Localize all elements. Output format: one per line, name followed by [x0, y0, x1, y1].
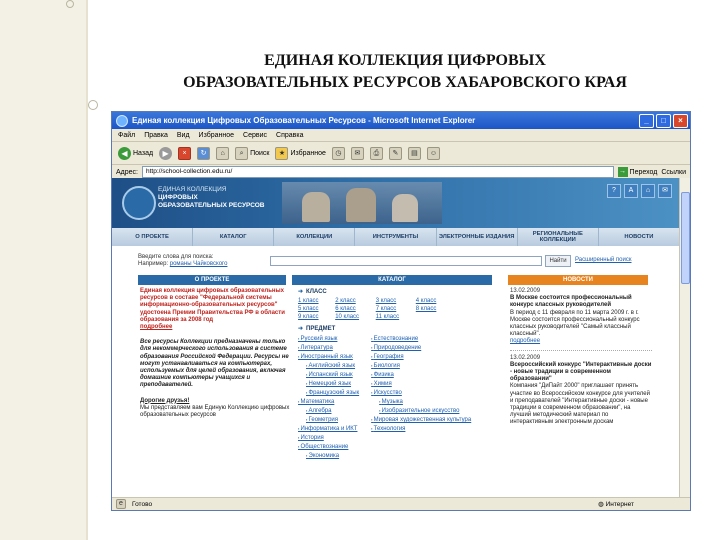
search-example-label: Например: [138, 261, 169, 267]
news-date: 13.02.2009 [510, 288, 541, 294]
subject-heading: ➜ ПРЕДМЕТ [298, 325, 336, 332]
sitemap-icon[interactable]: ⌂ [641, 184, 655, 198]
links-label[interactable]: Ссылки [661, 168, 686, 176]
search-label: Поиск [250, 149, 270, 157]
slide-top-dot [66, 0, 74, 8]
logo-line-1: ЕДИНАЯ КОЛЛЕКЦИЯ [158, 186, 227, 193]
subject-link[interactable]: ▪ Английский язык [298, 362, 359, 370]
address-input[interactable]: http://school-collection.edu.ru/ [142, 166, 614, 178]
subject-link[interactable]: ▪ Иностранный язык [298, 353, 359, 361]
class-link[interactable]: 10 класс [335, 314, 360, 320]
favorites-label: Избранное [290, 149, 326, 157]
class-link[interactable]: 8 класс [415, 306, 437, 312]
greeting-title: Дорогие друзья! [140, 397, 190, 404]
subject-link[interactable]: ▪ Естествознание [371, 335, 471, 343]
subject-link[interactable]: ▪ Немецкий язык [298, 380, 359, 388]
menu-edit[interactable]: Правка [144, 131, 168, 139]
subject-column-right [371, 335, 471, 460]
nav-about[interactable]: О ПРОЕКТЕ [112, 228, 193, 246]
favorites-button[interactable] [275, 147, 325, 160]
slide-side-band [0, 0, 88, 540]
arrow-right-icon: ➜ [298, 326, 304, 332]
home-icon[interactable]: ⌂ [216, 147, 229, 160]
subject-link[interactable]: ▪ Технология [371, 425, 471, 433]
search-hint-text: Введите слова для поиска: [138, 254, 214, 260]
advanced-search-link[interactable]: Расширенный поиск [575, 257, 632, 263]
go-button[interactable] [618, 167, 658, 177]
menu-file[interactable]: Файл [118, 131, 136, 139]
menu-favorites[interactable]: Избранное [198, 131, 235, 139]
subject-link[interactable]: ▪ Биология [371, 362, 471, 370]
class-link[interactable]: 9 класс [298, 314, 319, 320]
vertical-scrollbar[interactable] [679, 178, 690, 497]
menu-help[interactable]: Справка [276, 131, 304, 139]
subject-column-left [298, 335, 359, 460]
toolbar [112, 142, 690, 165]
subject-link[interactable]: ▪ Природоведение [371, 344, 471, 352]
nav-catalog[interactable]: КАТАЛОГ [193, 228, 274, 246]
nav-collections[interactable]: КОЛЛЕКЦИИ [274, 228, 355, 246]
subject-link[interactable]: ▪ География [371, 353, 471, 361]
print-icon[interactable]: ⎙ [370, 147, 383, 160]
history-icon[interactable]: ◷ [332, 147, 345, 160]
news-more-link[interactable]: подробнее [510, 338, 541, 345]
subject-link[interactable]: ▪ Изобразительное искусство [371, 407, 471, 415]
header-icons [607, 184, 672, 198]
contact-icon[interactable]: ✉ [658, 184, 672, 198]
news-text: В период с 11 февраля по 11 марта 2009 г. в г. Москве состоится профессиональный конкурс классных руководителей "Самый классный классный". [510, 309, 640, 338]
news-date: 13.02.2009 [510, 354, 541, 361]
site-header [112, 178, 680, 228]
news-title[interactable]: Всероссийский конкурс "Интерактивные доски - новые традиции в современном образовании" [510, 361, 652, 383]
star-icon: ★ [275, 147, 288, 160]
class-link[interactable]: 11 класс [375, 314, 400, 320]
class-link[interactable]: 4 класс [415, 298, 437, 304]
messenger-icon[interactable]: ☺ [427, 147, 440, 160]
header-photo [282, 182, 442, 224]
news-item [510, 355, 652, 427]
status-bar [112, 497, 691, 510]
search-hint [138, 254, 227, 268]
window-title: Единая коллекция Цифровых Образовательных Ресурсов - Microsoft Internet Explorer [132, 116, 476, 125]
slide-title-line-2: ОБРАЗОВАТЕЛЬНЫХ РЕСУРСОВ ХАБАРОВСКОГО КРАЯ [183, 74, 627, 91]
subject-link[interactable]: ▪ Геометрия [298, 416, 359, 424]
back-label: Назад [133, 149, 154, 157]
class-link[interactable]: 5 класс [298, 306, 319, 312]
subject-link[interactable]: ▪ Испанский язык [298, 371, 359, 379]
logo-line-3: ОБРАЗОВАТЕЛЬНЫХ РЕСУРСОВ [158, 202, 265, 209]
browser-window [111, 111, 691, 511]
nav-e-publications[interactable]: ЭЛЕКТРОННЫЕ ИЗДАНИЯ [437, 228, 518, 246]
maximize-button[interactable]: □ [656, 114, 671, 128]
help-icon[interactable]: ? [607, 184, 621, 198]
site-logo-icon[interactable] [122, 186, 156, 220]
forward-button[interactable]: ▶ [159, 147, 172, 160]
news-title[interactable]: В Москве состоится профессиональный конкурс классных руководителей [510, 295, 632, 309]
arrow-right-icon: ➜ [298, 289, 304, 295]
font-size-icon[interactable]: A [624, 184, 638, 198]
subject-list [298, 335, 498, 460]
stop-icon[interactable]: × [178, 147, 191, 160]
about-column [140, 288, 290, 419]
go-arrow-icon: → [619, 168, 627, 175]
slide-side-line [86, 0, 88, 540]
class-link[interactable]: 6 класс [335, 306, 356, 312]
site-nav [112, 228, 680, 246]
subject-link[interactable]: ▪ Математика [298, 398, 359, 406]
about-heading: О ПРОЕКТЕ [138, 275, 286, 285]
subject-link[interactable]: ▪ Химия [371, 380, 471, 388]
back-arrow-icon: ◀ [118, 147, 131, 160]
mail-icon[interactable]: ✉ [351, 147, 364, 160]
menu-view[interactable]: Вид [176, 131, 190, 139]
news-divider [510, 350, 652, 351]
search-icon: ⌕ [235, 147, 248, 160]
subject-link[interactable]: ▪ Информатика и ИКТ [298, 425, 359, 433]
catalog-heading: КАТАЛОГ [292, 275, 492, 285]
menu-tools[interactable]: Сервис [243, 131, 268, 139]
class-link[interactable]: 1 класс [298, 298, 319, 304]
award-text: Единая коллекция цифровых образовательных ресурсов в составе "Федеральной системы информационно-образовательных ресурсов" удостоена Премии Правительства РФ в области образования за 2008 год [140, 288, 285, 323]
nav-regional-collections[interactable]: РЕГИОНАЛЬНЫЕ КОЛЛЕКЦИИ [518, 228, 599, 246]
back-button[interactable] [118, 147, 153, 160]
slide-bullet-circle [88, 100, 98, 110]
news-text: Компания "ДиПайт 2000" приглашает принять участие во Всероссийском конкурсе для учителей и преподавателей "Интерактивные доски - новые традиции в современном образовании", на лучший методический материал по интерактивным электронным доскам [510, 383, 650, 426]
class-list [298, 298, 448, 320]
address-label: Адрес: [116, 168, 138, 176]
go-label: Переход [629, 168, 658, 176]
class-link[interactable]: 2 класс [335, 298, 356, 304]
subject-link[interactable]: ▪ Искусство [371, 389, 471, 397]
subject-link[interactable]: ▪ Экономика [298, 452, 359, 460]
refresh-icon[interactable]: ↻ [197, 147, 210, 160]
edit-icon[interactable]: ✎ [389, 147, 402, 160]
search-button[interactable] [235, 147, 269, 160]
nav-tools[interactable]: ИНСТРУМЕНТЫ [355, 228, 436, 246]
menu-bar [112, 129, 690, 142]
class-link[interactable]: 7 класс [375, 306, 397, 312]
greeting-text: Мы представляем вам Единую Коллекцию цифровых образовательных ресурсов [140, 404, 290, 419]
nav-news[interactable]: НОВОСТИ [599, 228, 680, 246]
subject-link[interactable]: ▪ Музыка [371, 398, 471, 406]
title-bar [112, 112, 690, 129]
greeting [140, 398, 290, 420]
page-icon: e [116, 499, 126, 509]
globe-icon: ◍ [598, 501, 604, 508]
close-button[interactable]: × [673, 114, 688, 128]
slide-title [105, 50, 705, 94]
page-viewport [112, 178, 680, 497]
class-link[interactable]: 3 класс [375, 298, 397, 304]
subject-link[interactable]: ▪ Русский язык [298, 335, 359, 343]
subject-link[interactable]: ▪ Французский язык [298, 389, 359, 397]
status-text: Готово [132, 500, 153, 508]
site-search-input[interactable] [270, 256, 542, 266]
news-item [510, 288, 652, 346]
site-search [112, 250, 680, 272]
internet-explorer-icon [116, 115, 128, 127]
subject-link[interactable]: ▪ История [298, 434, 359, 442]
zone-label: Интернет [605, 501, 634, 508]
discuss-icon[interactable]: ▤ [408, 147, 421, 160]
minimize-button[interactable]: _ [639, 114, 654, 128]
catalog-column [298, 288, 498, 460]
subject-link[interactable]: ▪ Литература [298, 344, 359, 352]
subject-link[interactable]: ▪ Физика [371, 371, 471, 379]
news-column [510, 288, 652, 427]
news-heading: НОВОСТИ [508, 275, 648, 285]
slide-title-line-1: ЕДИНАЯ КОЛЛЕКЦИЯ ЦИФРОВЫХ [264, 52, 546, 69]
security-zone [598, 500, 634, 508]
subject-link[interactable]: ▪ Обществознание [298, 443, 359, 451]
logo-line-2: ЦИФРОВЫХ [158, 194, 198, 201]
subject-link[interactable]: ▪ Алгебра [298, 407, 359, 415]
search-example-link[interactable]: романы Чайковского [169, 261, 228, 267]
site-search-button[interactable]: Найти [545, 255, 571, 267]
subject-link[interactable]: ▪ Мировая художественная культура [371, 416, 471, 424]
award-more-link[interactable]: подробнее [140, 324, 173, 331]
scrollbar-thumb[interactable] [681, 192, 690, 284]
site-logo-text[interactable] [158, 186, 265, 210]
class-heading: ➜ КЛАСС [298, 288, 327, 295]
usage-notice: Все ресурсы Коллекции предназначены только для некоммерческого использования в системе образования Российской Федерации. Ресурсы не могут устанавливаться на компьютерах, используемых для целей образования, включая домашние компьютеры учащихся и преподавателей. [140, 339, 289, 389]
